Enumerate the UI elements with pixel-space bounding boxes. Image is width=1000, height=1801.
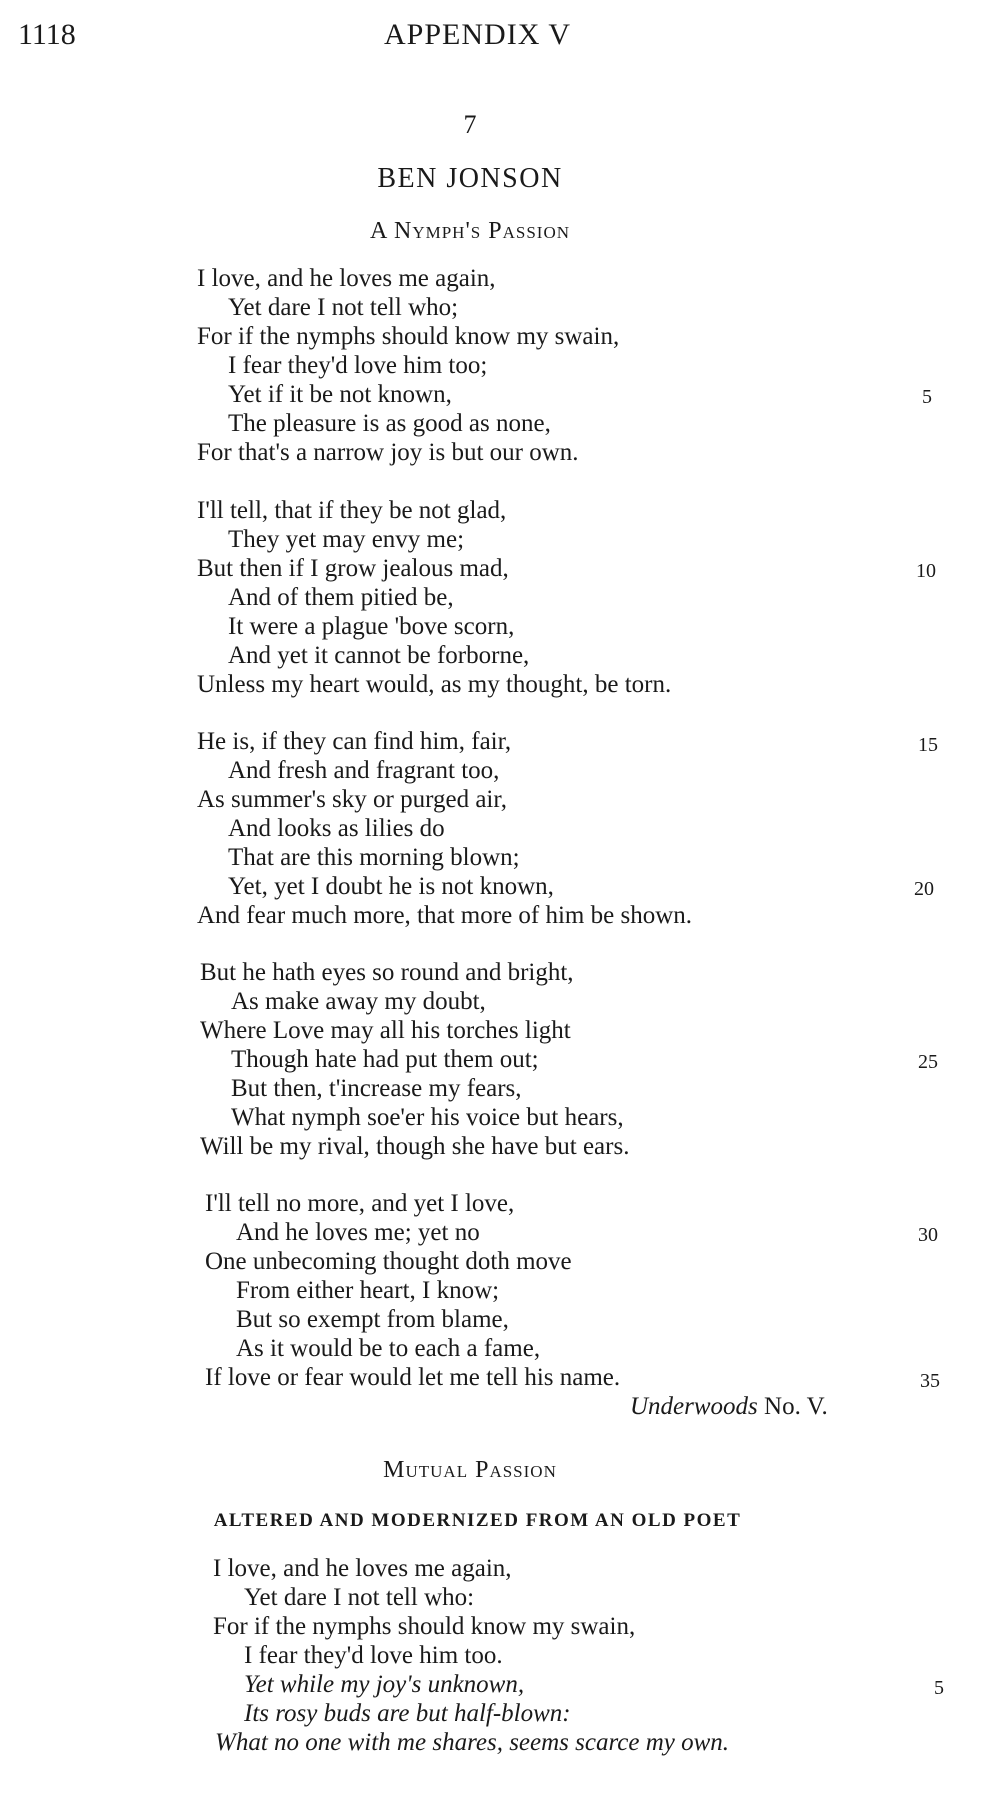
poem-line: For if the nymphs should know my swain,	[197, 323, 620, 350]
poem-line: They yet may envy me;	[228, 526, 465, 553]
line-number: 15	[918, 734, 938, 756]
source-citation	[630, 1393, 828, 1421]
line-number: 25	[918, 1051, 938, 1073]
poem-line: But then, t'increase my fears,	[231, 1075, 522, 1102]
poem-line: It were a plague 'bove scorn,	[228, 613, 515, 640]
line-number: 5	[934, 1677, 944, 1699]
poem-line: And fear much more, that more of him be shown.	[197, 902, 693, 929]
poem-line: I fear they'd love him too.	[244, 1642, 503, 1669]
section-number: 7	[463, 110, 477, 139]
poem-line: Yet while my joy's unknown,	[244, 1671, 525, 1698]
poem-line: As make away my doubt,	[231, 988, 486, 1015]
author-heading: BEN JONSON	[377, 163, 563, 194]
poem-line: One unbecoming thought doth move	[205, 1248, 572, 1275]
poem-line: From either heart, I know;	[236, 1277, 500, 1304]
poem1-title: A Nymph's Passion	[370, 218, 570, 244]
poem2-subtitle: ALTERED AND MODERNIZED FROM AN OLD POET	[213, 1510, 742, 1531]
poem-line: For if the nymphs should know my swain,	[213, 1613, 636, 1640]
poem-line: Yet dare I not tell who;	[228, 294, 459, 321]
line-number: 5	[922, 386, 932, 408]
poem-line: What no one with me shares, seems scarce my own.	[215, 1729, 730, 1756]
poem-line: I love, and he loves me again,	[197, 265, 496, 292]
poem-line: And he loves me; yet no	[236, 1219, 480, 1246]
poem-line: What nymph soe'er his voice but hears,	[231, 1104, 624, 1131]
poem-line: Yet if it be not known,	[228, 381, 452, 408]
poem-line: That are this morning blown;	[228, 844, 520, 871]
poem-line: Will be my rival, though she have but ears.	[200, 1133, 630, 1160]
poem-line: I fear they'd love him too;	[228, 352, 488, 379]
poem-line: I love, and he loves me again,	[213, 1555, 512, 1582]
poem-line: And looks as lilies do	[228, 815, 445, 842]
poem-line: Where Love may all his torches light	[200, 1017, 571, 1044]
poem-line: I'll tell no more, and yet I love,	[205, 1190, 515, 1217]
poem-line: I'll tell, that if they be not glad,	[197, 497, 507, 524]
poem-line: Unless my heart would, as my thought, be torn.	[197, 671, 672, 698]
source-title: Underwoods	[630, 1393, 758, 1420]
poem-line: As summer's sky or purged air,	[197, 786, 507, 813]
poem-line: And fresh and fragrant too,	[228, 757, 500, 784]
poem-line: Its rosy buds are but half-blown:	[244, 1700, 571, 1727]
poem-line: And of them pitied be,	[228, 584, 454, 611]
line-number: 20	[914, 878, 934, 900]
line-number: 30	[918, 1224, 938, 1246]
poem-line: Yet, yet I doubt he is not known,	[228, 873, 554, 900]
poem2-title: Mutual Passion	[383, 1457, 557, 1483]
poem-line: But he hath eyes so round and bright,	[200, 959, 574, 986]
poem-line: As it would be to each a fame,	[236, 1335, 541, 1362]
poem-line: The pleasure is as good as none,	[228, 410, 551, 437]
poem-line: If love or fear would let me tell his name.	[205, 1364, 621, 1391]
poem-line: But then if I grow jealous mad,	[197, 555, 509, 582]
line-number: 10	[916, 560, 936, 582]
source-number: No. V.	[764, 1393, 828, 1420]
line-number: 35	[920, 1370, 940, 1392]
poem-line: For that's a narrow joy is but our own.	[197, 439, 579, 466]
poem-line: But so exempt from blame,	[236, 1306, 509, 1333]
page-number: 1118	[18, 18, 76, 51]
poem-line: He is, if they can find him, fair,	[197, 728, 512, 755]
poem-line: Though hate had put them out;	[231, 1046, 539, 1073]
poem-line: And yet it cannot be forborne,	[228, 642, 530, 669]
poem-line: Yet dare I not tell who:	[244, 1584, 475, 1611]
running-head: APPENDIX V	[384, 18, 571, 51]
